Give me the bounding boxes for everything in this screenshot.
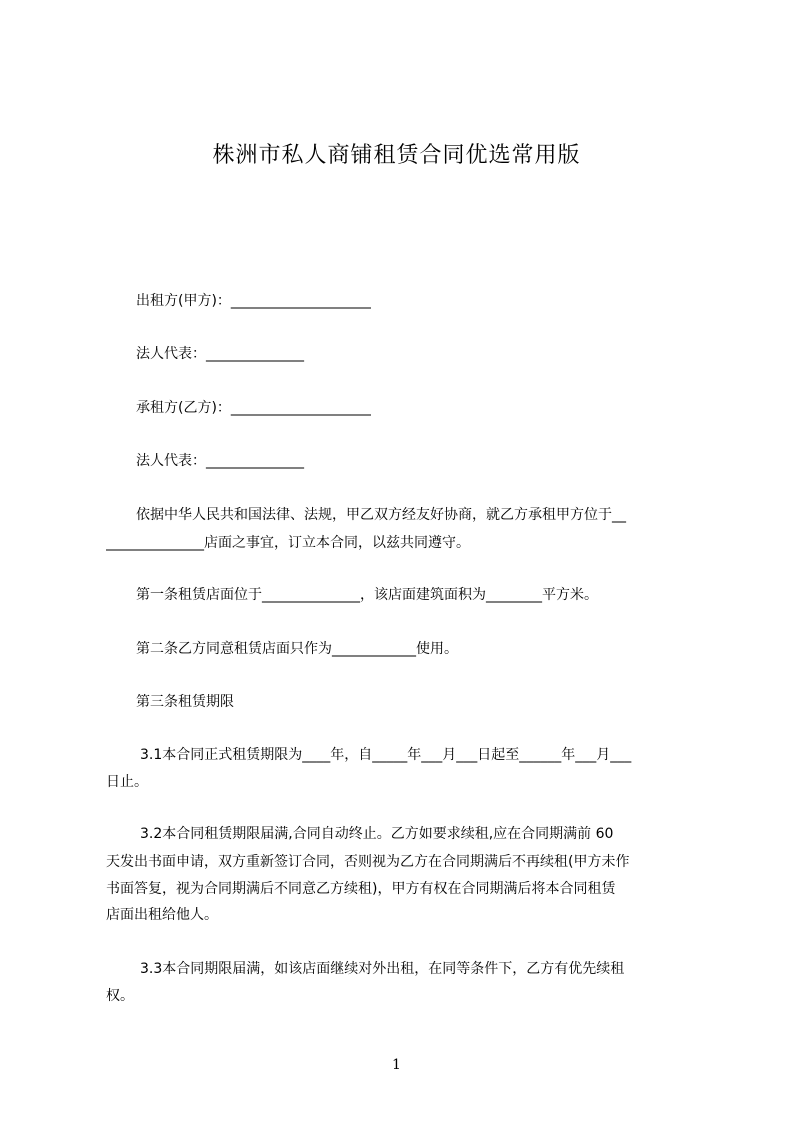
clause-3-2-line-1: 3.2本合同租赁期限届满,合同自动终止。乙方如要求续租,应在合同期满前 60 [140, 826, 614, 842]
document-title: 株洲市私人商铺租赁合同优选常用版 [212, 143, 581, 168]
clause-3-2-line-2: 天发出书面申请，双方重新签订合同，否则视为乙方在合同期满后不再续租(甲方未作 [106, 854, 630, 870]
clause-3-3-line-2: 权。 [106, 988, 134, 1004]
page-number: 1 [392, 1057, 401, 1073]
lessor-representative-line: 法人代表：______________ [136, 346, 304, 362]
intro-paragraph-line-2: ______________店面之事宜，订立本合同，以兹共同遵守。 [106, 535, 470, 551]
article-2: 第二条乙方同意租赁店面只作为____________使用。 [136, 641, 458, 657]
clause-3-1-line-1: 3.1本合同正式租赁期限为____年，自_____年___月___日起至______年___月___ [140, 747, 632, 763]
clause-3-2-line-4: 店面出租给他人。 [106, 907, 218, 923]
intro-paragraph-line-1: 依据中华人民共和国法律、法规，甲乙双方经友好协商，就乙方承租甲方位于__ [136, 507, 626, 523]
article-3-heading: 第三条租赁期限 [136, 694, 234, 710]
clause-3-3-line-1: 3.3本合同期限届满，如该店面继续对外出租，在同等条件下，乙方有优先续租 [140, 961, 625, 977]
clause-3-2-line-3: 书面答复，视为合同期满后不同意乙方续租)，甲方有权在合同期满后将本合同租赁 [106, 881, 616, 897]
lessor-line: 出租方(甲方)：____________________ [136, 293, 371, 309]
lessee-line: 承租方(乙方)：____________________ [136, 400, 371, 416]
lessee-representative-line: 法人代表：______________ [136, 453, 304, 469]
clause-3-1-line-2: 日止。 [106, 774, 148, 790]
article-1: 第一条租赁店面位于______________，该店面建筑面积为________平方米。 [136, 587, 598, 603]
